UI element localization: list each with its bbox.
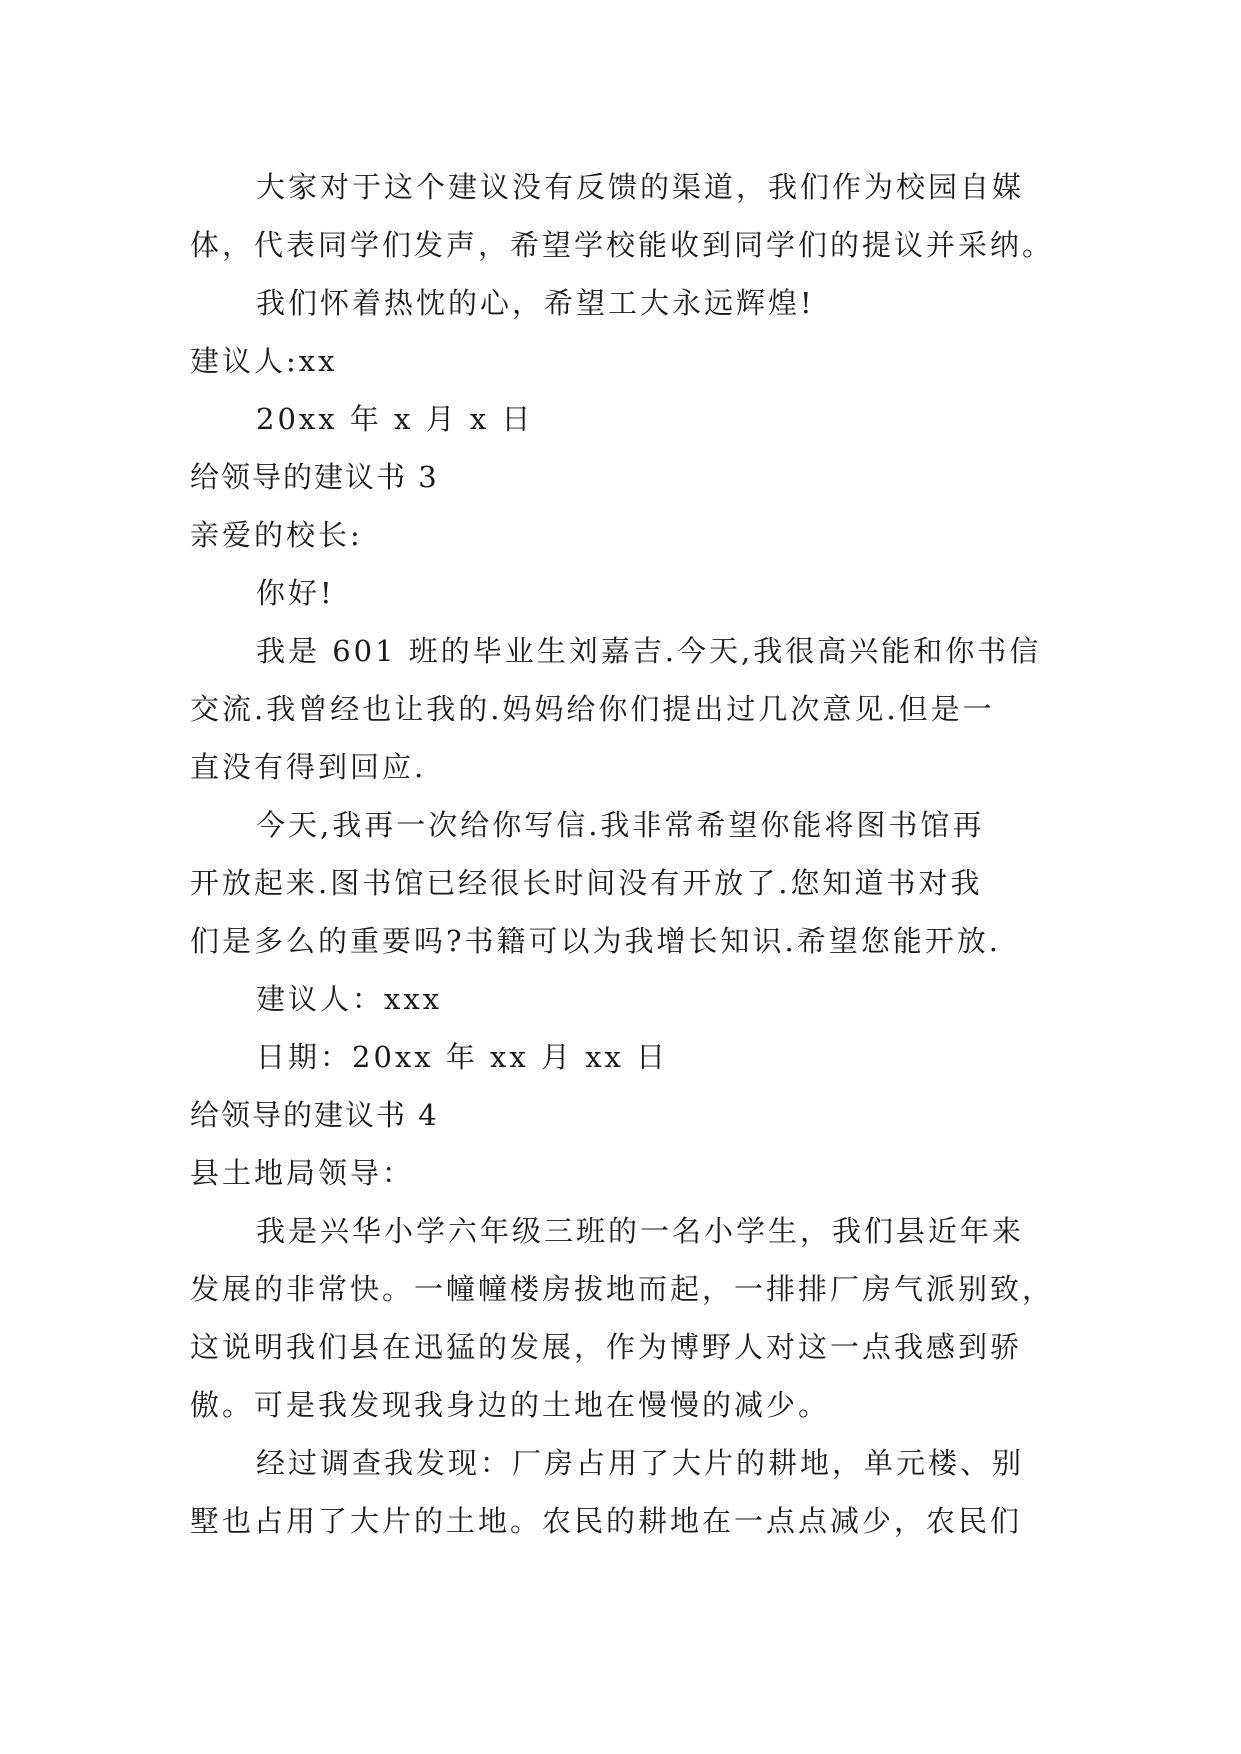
greeting: 你好! [256, 576, 335, 610]
signature-line: 建议人:xx [190, 344, 338, 378]
document-body [190, 158, 1070, 1550]
date-line: 日期：20xx 年 xx 月 xx 日 [256, 1040, 669, 1074]
paragraph-line: 这说明我们县在迅猛的发展，作为博野人对这一点我感到骄 [190, 1330, 1023, 1364]
paragraph-line: 交流.我曾经也让我的.妈妈给你们提出过几次意见.但是一 [190, 692, 995, 726]
paragraph-line: 开放起来.图书馆已经很长时间没有开放了.您知道书对我 [190, 866, 983, 900]
paragraph-line: 体，代表同学们发声，希望学校能收到同学们的提议并采纳。 [190, 228, 1055, 262]
paragraph-line: 们是多么的重要吗?书籍可以为我增长知识.希望您能开放. [190, 924, 1001, 958]
paragraph-line: 墅也占用了大片的土地。农民的耕地在一点点减少，农民们 [190, 1504, 1023, 1538]
paragraph-line: 我是 601 班的毕业生刘嘉吉.今天,我很高兴能和你书信 [256, 634, 1042, 668]
section-title: 给领导的建议书 4 [190, 1098, 439, 1132]
signature-line: 建议人：xxx [256, 982, 443, 1016]
salutation: 县土地局领导： [190, 1156, 415, 1190]
paragraph-line: 发展的非常快。一幢幢楼房拔地而起，一排排厂房气派别致， [190, 1272, 1055, 1306]
salutation: 亲爱的校长: [190, 518, 363, 552]
section-title: 给领导的建议书 3 [190, 460, 439, 494]
paragraph-line: 经过调查我发现：厂房占用了大片的耕地，单元楼、别 [256, 1446, 1025, 1480]
paragraph-line: 我们怀着热忱的心，希望工大永远辉煌! [256, 286, 815, 320]
paragraph-line: 傲。可是我发现我身边的土地在慢慢的减少。 [190, 1388, 831, 1422]
paragraph-line: 今天,我再一次给你写信.我非常希望你能将图书馆再 [256, 808, 985, 842]
paragraph-line: 我是兴华小学六年级三班的一名小学生，我们县近年来 [256, 1214, 1025, 1248]
date-line: 20xx 年 x 月 x 日 [256, 402, 534, 436]
paragraph-line: 直没有得到回应. [190, 750, 427, 784]
paragraph-line: 大家对于这个建议没有反馈的渠道，我们作为校园自媒 [256, 170, 1025, 204]
